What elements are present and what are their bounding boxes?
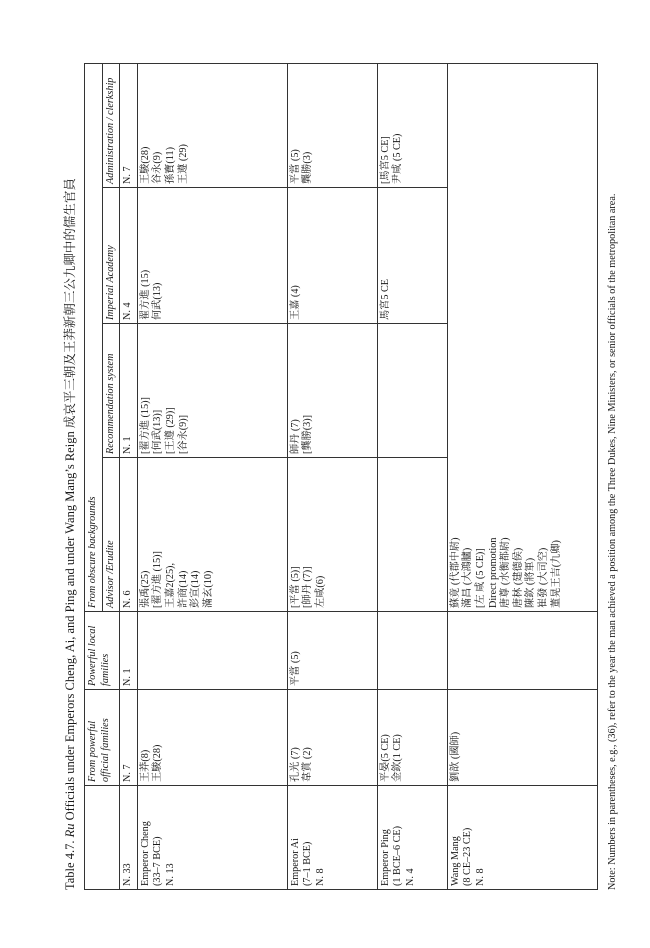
cell-line: [翟方進 (15)] (139, 397, 151, 454)
cell-line: [何武(13)] (152, 409, 164, 454)
cell-line: 許商(14) (177, 570, 189, 608)
cell-admin (287, 63, 377, 187)
cell-line: 王嘉 (4) (289, 285, 301, 320)
cell-line: 翟方進 (15) (139, 269, 151, 320)
cell-line: 平當 (5) (289, 149, 301, 184)
cell-local (137, 612, 287, 690)
cell-academy (287, 188, 377, 324)
cell-line: Emperor Ai (289, 838, 301, 886)
cell-line: N. 8 (314, 868, 326, 886)
cell-line: 王莽(8) (139, 749, 151, 782)
cell-line: 尹咸 (5 CE) (392, 133, 404, 184)
cell-advisor (137, 458, 287, 612)
cell-local (287, 612, 377, 690)
officials-table (84, 63, 598, 890)
cell-line: N. 4 (122, 302, 134, 320)
cell-academy (137, 188, 287, 324)
cell-line: 王嘉2(25), (164, 563, 176, 608)
cell-recommendation (377, 324, 447, 458)
cell-advisor (287, 458, 377, 612)
cell-line: N. 6 (122, 590, 134, 608)
cell-line: N. 7 (122, 764, 134, 782)
table-body (120, 63, 598, 889)
cell-recommendation (120, 324, 138, 458)
table-row (120, 63, 138, 889)
table-note: Note: Numbers in parentheses, e.g., (36), refer to the year the man achieved a position among the Three Dukes, Nine Ministers, or senior officials of the metropolitan area. (606, 193, 618, 890)
header-academy: Imperial Academy (102, 188, 120, 324)
cell-line: 彭宣(14) (190, 570, 202, 608)
cell-line: 平晏(5 CE) (379, 734, 391, 782)
cell-line: (33–7 BCE) (152, 836, 164, 886)
cell-line: N. 1 (122, 436, 134, 454)
cell-powerful (287, 690, 377, 786)
cell-line: [龔勝(3)] (302, 414, 314, 454)
cell-line: Direct promotion (487, 537, 499, 608)
cell-line: [平當 (5)] (289, 566, 301, 608)
caption-rest: Officials under Emperors Cheng, Ai, and Ping and under Wang Mang’s Reign 成哀平三朝及王莽新朝三公九卿中的儒生官員 (63, 178, 77, 824)
table-row (377, 63, 447, 889)
cell-line: (1 BCE–6 CE) (392, 826, 404, 886)
header-powerful: From powerful official families (85, 690, 120, 786)
rotated-page (62, 64, 618, 890)
cell-line: 龔勝(3) (302, 151, 314, 184)
cell-line: 陳欽 (將軍) (525, 557, 537, 608)
cell-line: N. 13 (164, 863, 176, 886)
cell-local (120, 612, 138, 690)
cell-line: 平當 (5) (289, 651, 301, 686)
cell-line: 孫寶(11) (164, 147, 176, 184)
cell-line: 何武(13) (152, 282, 164, 320)
cell-line: [王遵 (29)] (164, 407, 176, 454)
table-caption (62, 64, 78, 890)
caption-italic: Ru (63, 823, 77, 838)
cell-line: 韋賞 (2) (302, 747, 314, 782)
cell-label (287, 786, 377, 890)
cell-powerful (120, 690, 138, 786)
table-row (447, 63, 597, 889)
cell-line: (8 CE–23 CE) (462, 827, 474, 886)
cell-admin (120, 63, 138, 187)
table-row (287, 63, 377, 889)
cell-line: N. 1 (122, 668, 134, 686)
header-empty (85, 786, 120, 890)
cell-line: [谷永(9)] (177, 414, 189, 454)
cell-line: N. 7 (122, 166, 134, 184)
cell-advisor (447, 63, 597, 611)
cell-powerful (137, 690, 287, 786)
cell-line: Wang Mang (449, 836, 461, 886)
cell-admin (377, 63, 447, 187)
cell-academy (377, 188, 447, 324)
cell-line: 王駿(28) (139, 146, 151, 184)
cell-line: 唐尊 (水衡都尉) (500, 537, 512, 608)
cell-line: 金欽(1 CE) (392, 734, 404, 782)
cell-label (120, 786, 138, 890)
cell-advisor (120, 458, 138, 612)
cell-local (447, 612, 597, 690)
cell-powerful (377, 690, 447, 786)
cell-line: 張禹(25) (139, 570, 151, 608)
cell-line: Emperor Ping (379, 829, 391, 886)
cell-line: 董晃王吉(九卿) (550, 540, 562, 608)
cell-local (377, 612, 447, 690)
header-recommendation: Recommendation system (102, 324, 120, 458)
cell-label (377, 786, 447, 890)
cell-line: [翟方進 (15)] (152, 551, 164, 608)
cell-line: 蘇竟 (代郡中尉) (449, 537, 461, 608)
cell-line: [左 咸 (5 CE)] (474, 548, 486, 608)
cell-line: 唐林 (建德侯) (512, 547, 524, 608)
cell-academy (120, 188, 138, 324)
cell-line: 孔光 (7) (289, 747, 301, 782)
cell-label (137, 786, 287, 890)
cell-line: Emperor Cheng (139, 821, 151, 886)
cell-line: N. 33 (122, 863, 134, 886)
cell-line: [馬宮5 CE] (379, 136, 391, 184)
cell-line: 劉歆 (國師) (449, 731, 461, 782)
cell-line: 王遵 (29) (177, 144, 189, 184)
cell-line: 王駿(28) (152, 744, 164, 782)
table-row (137, 63, 287, 889)
cell-admin (137, 63, 287, 187)
cell-recommendation (137, 324, 287, 458)
cell-line: (7–1 BCE) (302, 841, 314, 886)
cell-label (447, 786, 597, 890)
caption-prefix: Table 4.7. (63, 837, 77, 890)
header-admin: Administration / clerkship (102, 63, 120, 187)
header-obscure: From obscure backgrounds (85, 63, 103, 611)
cell-line: 馬宮5 CE (379, 278, 391, 320)
cell-line: N. 4 (404, 868, 416, 886)
cell-line: 谷永(9) (152, 151, 164, 184)
cell-line: N. 8 (474, 868, 486, 886)
cell-line: 師丹 (7) (289, 419, 301, 454)
header-row-1 (85, 63, 103, 889)
cell-line: 崔發 (大司空) (537, 547, 549, 608)
cell-line: 滿昌 (大鴻臚) (462, 547, 474, 608)
header-advisor: Advisor /Erudite (102, 458, 120, 612)
cell-line: 滿玄(10) (202, 570, 214, 608)
cell-powerful (447, 690, 597, 786)
cell-advisor (377, 458, 447, 612)
header-local: Powerful local families (85, 612, 120, 690)
cell-recommendation (287, 324, 377, 458)
cell-line: [師丹 (7)] (302, 566, 314, 608)
cell-line: 左咸(6) (314, 575, 326, 608)
